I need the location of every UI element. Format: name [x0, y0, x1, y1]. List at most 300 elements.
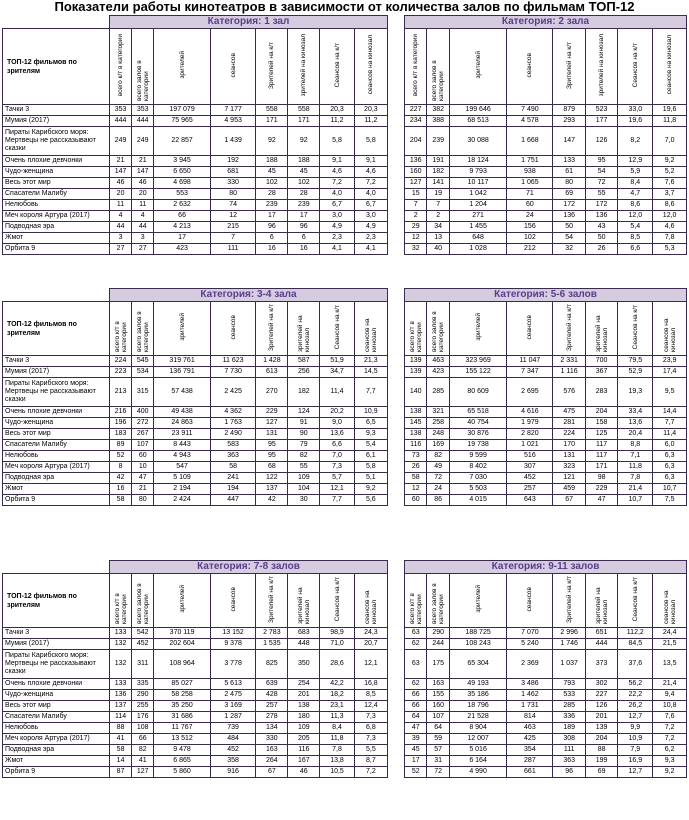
table-cell: 27	[132, 244, 154, 255]
film-title-cell: Пираты Карибского моря: Мертвецы не рассказывают сказки	[3, 650, 110, 679]
table-cell: 134	[256, 723, 288, 734]
table-cell: 171	[288, 116, 320, 127]
table-cell: 7,0	[653, 127, 687, 156]
table-cell: 2,3	[320, 233, 354, 244]
table-row	[405, 745, 687, 756]
table-cell: 24,4	[653, 628, 687, 639]
table-cell: 147	[553, 127, 585, 156]
table-cell: 558	[288, 105, 320, 116]
table-cell: 6,6	[618, 244, 653, 255]
table-row	[405, 156, 687, 167]
table-cell: 40	[427, 244, 449, 255]
table-row	[3, 167, 388, 178]
table-cell: 5,8	[354, 127, 387, 156]
table-cell: 11,8	[653, 116, 687, 127]
table-cell: 5 860	[154, 767, 211, 778]
table-cell: 13,8	[320, 756, 354, 767]
table-cell: 18 124	[449, 156, 506, 167]
table-cell: 7,0	[320, 451, 354, 462]
table-cell: 7,7	[354, 378, 387, 407]
table-cell: 16,8	[354, 679, 387, 690]
table-row	[3, 356, 388, 367]
table-cell: 92	[288, 127, 320, 156]
table-cell: 6,3	[653, 451, 687, 462]
table-row	[405, 178, 687, 189]
table-cell: 4 362	[210, 407, 256, 418]
table-cell: 4 698	[154, 178, 211, 189]
column-header	[653, 29, 687, 105]
table-cell: 5,4	[354, 440, 387, 451]
table-cell: 2 783	[256, 628, 288, 639]
table-cell: 11,8	[618, 462, 653, 473]
table-cell: 2	[427, 211, 449, 222]
table-cell: 21	[132, 156, 154, 167]
table-cell: 5,9	[618, 167, 653, 178]
table-cell: 16,9	[618, 756, 653, 767]
table-row	[3, 233, 388, 244]
table-cell: 7 730	[210, 367, 256, 378]
table-cell: 68	[256, 462, 288, 473]
table-cell: 290	[427, 628, 449, 639]
table-cell: 37,6	[618, 650, 653, 679]
table-cell: 576	[553, 378, 585, 407]
film-title-cell: Нелюбовь	[3, 451, 110, 462]
table-cell: 109	[288, 723, 320, 734]
column-header-label: всего залов в категории	[135, 311, 150, 352]
column-header	[618, 574, 653, 628]
table-cell: 216	[110, 407, 132, 418]
table-row	[405, 650, 687, 679]
category-table-block	[2, 288, 387, 506]
table-cell: 21,5	[653, 639, 687, 650]
column-header	[354, 302, 387, 356]
table-cell: 281	[553, 418, 585, 429]
column-header-label: зрителей	[474, 51, 482, 79]
table-cell: 17,4	[653, 367, 687, 378]
table-cell: 147	[110, 167, 132, 178]
column-header-label: всего залов в категории	[431, 311, 446, 352]
film-title-cell: Очень плохие девчонки	[3, 407, 110, 418]
table-cell: 45	[256, 167, 288, 178]
film-title-cell: Тачки 3	[3, 628, 110, 639]
table-cell: 224	[110, 356, 132, 367]
table-cell: 8 443	[154, 440, 211, 451]
table-row	[405, 484, 687, 495]
table-cell: 58 258	[154, 690, 211, 701]
table-cell: 254	[288, 679, 320, 690]
table-cell: 112,2	[618, 628, 653, 639]
film-title-cell: Весь этот мир	[3, 178, 110, 189]
column-header	[210, 29, 256, 105]
table-row	[3, 211, 388, 222]
table-cell: 10,9	[354, 407, 387, 418]
film-title-cell: Мумия (2017)	[3, 639, 110, 650]
table-cell: 80	[553, 178, 585, 189]
column-header-label: Зрителей на к/т	[565, 575, 573, 623]
table-cell: 8 904	[449, 723, 506, 734]
table-cell: 370 119	[154, 628, 211, 639]
table-cell: 72	[427, 767, 449, 778]
table-cell: 5 016	[449, 745, 506, 756]
table-cell: 46	[288, 767, 320, 778]
table-cell: 59	[427, 734, 449, 745]
category-title: Категория: 3-4 зала	[110, 289, 388, 302]
category-table-block	[2, 15, 387, 255]
column-header	[110, 29, 132, 105]
table-cell: 2 194	[154, 484, 211, 495]
table-cell: 444	[585, 639, 617, 650]
table-cell: 7	[210, 233, 256, 244]
column-header-label: сеансов на кинозал	[367, 35, 375, 95]
table-cell: 24	[427, 484, 449, 495]
table-cell: 33,4	[618, 407, 653, 418]
table-cell: 117	[585, 451, 617, 462]
column-header	[553, 574, 585, 628]
column-header	[154, 302, 211, 356]
film-title-cell: Меч короля Артура (2017)	[3, 211, 110, 222]
table-cell: 107	[427, 712, 449, 723]
category-title: Категория: 9-11 залов	[405, 561, 687, 574]
table-cell: 22,2	[618, 690, 653, 701]
column-header-label: зрителей на кинозал	[296, 315, 311, 352]
category-title: Категория: 7-8 залов	[110, 561, 388, 574]
table-cell: 124	[288, 407, 320, 418]
column-header-label: зрителей на кинозал	[296, 587, 311, 624]
table-cell: 136	[405, 156, 427, 167]
column-header-label: зрителей на кинозал	[300, 33, 308, 97]
table-cell: 215	[210, 222, 256, 233]
table-cell: 255	[132, 701, 154, 712]
table-cell: 3,0	[320, 211, 354, 222]
category-table-block	[404, 15, 686, 255]
table-cell: 133	[553, 156, 585, 167]
table-cell: 46	[110, 178, 132, 189]
table-cell: 116	[405, 440, 427, 451]
table-row	[405, 712, 687, 723]
table-cell: 204	[585, 407, 617, 418]
table-cell: 1 455	[449, 222, 506, 233]
table-cell: 6,7	[354, 200, 387, 211]
table-cell: 72	[585, 178, 617, 189]
table-cell: 139	[405, 367, 427, 378]
film-title-cell: Жмот	[3, 484, 110, 495]
table-cell: 452	[210, 745, 256, 756]
table-cell: 271	[449, 211, 506, 222]
table-cell: 10,5	[320, 767, 354, 778]
table-row	[405, 244, 687, 255]
table-cell: 11,4	[653, 429, 687, 440]
table-cell: 191	[427, 156, 449, 167]
table-cell: 19,6	[618, 116, 653, 127]
table-cell: 13,5	[653, 650, 687, 679]
table-cell: 40 754	[449, 418, 506, 429]
table-cell: 60	[132, 451, 154, 462]
table-cell: 6,2	[653, 745, 687, 756]
table-cell: 9,0	[320, 418, 354, 429]
table-cell: 85 027	[154, 679, 211, 690]
table-cell: 10,9	[618, 734, 653, 745]
table-cell: 3 778	[210, 650, 256, 679]
table-cell: 8,8	[618, 440, 653, 451]
table-cell: 84,5	[618, 639, 653, 650]
table-cell: 1 668	[507, 127, 553, 156]
column-header	[110, 302, 132, 356]
table-cell: 108 243	[449, 639, 506, 650]
table-cell: 136	[585, 211, 617, 222]
table-row	[405, 378, 687, 407]
table-cell: 315	[132, 378, 154, 407]
table-cell: 52	[405, 767, 427, 778]
table-cell: 9,9	[618, 723, 653, 734]
column-header-label: Сеансов на к/т	[631, 576, 639, 622]
column-header-row	[405, 29, 687, 105]
table-cell: 264	[256, 756, 288, 767]
table-cell: 9,3	[653, 756, 687, 767]
table-cell: 68 513	[449, 116, 506, 127]
table-cell: 17	[288, 211, 320, 222]
table-cell: 44	[132, 222, 154, 233]
table-row	[405, 200, 687, 211]
table-row	[3, 222, 388, 233]
table-cell: 11 767	[154, 723, 211, 734]
table-cell: 373	[585, 650, 617, 679]
table-cell: 285	[553, 701, 585, 712]
table-cell: 5,5	[354, 745, 387, 756]
table-cell: 7,8	[320, 745, 354, 756]
table-cell: 5,2	[653, 167, 687, 178]
table-row	[405, 495, 687, 506]
table-cell: 358	[210, 756, 256, 767]
table-cell: 10,7	[653, 484, 687, 495]
column-header-label: Сеансов на к/т	[631, 304, 639, 350]
table-row	[405, 628, 687, 639]
table-cell: 66	[132, 734, 154, 745]
table-cell: 20	[110, 189, 132, 200]
category-blank-cell	[3, 289, 110, 302]
table-cell: 308	[553, 734, 585, 745]
table-cell: 452	[132, 639, 154, 650]
table-cell: 6,0	[653, 440, 687, 451]
table-cell: 11,2	[320, 116, 354, 127]
film-title-cell: Чудо-женщина	[3, 690, 110, 701]
column-header-label: сеансов	[526, 314, 534, 340]
table-cell: 293	[553, 116, 585, 127]
table-row	[3, 484, 388, 495]
table-cell: 54	[585, 167, 617, 178]
table-row	[3, 440, 388, 451]
column-header-label: сеансов	[526, 52, 534, 78]
table-cell: 66	[154, 211, 211, 222]
table-cell: 57 438	[154, 378, 211, 407]
table-cell: 42	[256, 495, 288, 506]
table-cell: 1 763	[210, 418, 256, 429]
column-header	[405, 29, 427, 105]
column-header	[618, 29, 653, 105]
table-cell: 5,8	[320, 127, 354, 156]
table-cell: 46	[132, 178, 154, 189]
category-table	[2, 560, 388, 778]
category-table	[404, 288, 687, 506]
table-cell: 136 791	[154, 367, 211, 378]
table-cell: 9 478	[154, 745, 211, 756]
table-cell: 42	[110, 473, 132, 484]
film-title-cell: Нелюбовь	[3, 723, 110, 734]
column-header-label: сеансов на кинозал	[363, 318, 378, 352]
table-cell: 107	[132, 440, 154, 451]
table-cell: 643	[507, 495, 553, 506]
column-header	[449, 302, 506, 356]
table-cell: 1 116	[553, 367, 585, 378]
column-header	[320, 574, 354, 628]
table-cell: 82	[288, 451, 320, 462]
table-row	[3, 745, 388, 756]
table-cell: 8,6	[653, 200, 687, 211]
category-header-row	[405, 289, 687, 302]
table-cell: 64	[405, 712, 427, 723]
table-cell: 545	[132, 356, 154, 367]
table-cell: 7,1	[618, 451, 653, 462]
table-cell: 879	[553, 105, 585, 116]
column-header-label: сеансов на кинозал	[363, 590, 378, 624]
column-header	[427, 302, 449, 356]
table-cell: 52	[110, 451, 132, 462]
column-header-row	[405, 302, 687, 356]
table-row	[405, 211, 687, 222]
column-header-label: сеансов	[229, 314, 237, 340]
table-cell: 58	[110, 745, 132, 756]
table-cell: 188	[288, 156, 320, 167]
table-cell: 363	[210, 451, 256, 462]
table-cell: 23,9	[653, 356, 687, 367]
table-cell: 4	[132, 211, 154, 222]
table-cell: 2 475	[210, 690, 256, 701]
table-cell: 1 428	[256, 356, 288, 367]
table-cell: 3 169	[210, 701, 256, 712]
table-cell: 21	[110, 156, 132, 167]
table-cell: 17	[256, 211, 288, 222]
table-cell: 133	[110, 679, 132, 690]
film-title-cell: Мумия (2017)	[3, 367, 110, 378]
table-cell: 95	[256, 440, 288, 451]
table-cell: 7,6	[653, 178, 687, 189]
table-cell: 131	[553, 451, 585, 462]
table-cell: 523	[585, 105, 617, 116]
column-header-label: зрителей	[474, 313, 482, 341]
table-cell: 270	[256, 378, 288, 407]
category-header-row	[3, 289, 388, 302]
table-cell: 613	[256, 367, 288, 378]
table-cell: 42,2	[320, 679, 354, 690]
table-cell: 6,7	[320, 200, 354, 211]
table-cell: 7,2	[320, 178, 354, 189]
column-header	[288, 302, 320, 356]
table-cell: 163	[427, 679, 449, 690]
table-cell: 302	[585, 679, 617, 690]
table-cell: 258	[427, 418, 449, 429]
table-cell: 423	[427, 367, 449, 378]
column-header	[354, 29, 387, 105]
table-row	[3, 495, 388, 506]
table-cell: 95	[256, 451, 288, 462]
column-header-row	[405, 574, 687, 628]
table-row	[3, 756, 388, 767]
table-row	[3, 650, 388, 679]
table-cell: 9,2	[354, 484, 387, 495]
table-cell: 516	[507, 451, 553, 462]
table-cell: 69	[585, 767, 617, 778]
table-cell: 2 424	[154, 495, 211, 506]
table-cell: 137	[110, 701, 132, 712]
table-cell: 89	[110, 440, 132, 451]
table-cell: 199	[585, 756, 617, 767]
table-cell: 188 725	[449, 628, 506, 639]
table-cell: 290	[132, 690, 154, 701]
table-cell: 249	[110, 127, 132, 156]
table-cell: 24,3	[354, 628, 387, 639]
table-cell: 459	[553, 484, 585, 495]
table-cell: 34	[427, 222, 449, 233]
table-cell: 204	[585, 734, 617, 745]
table-row	[405, 440, 687, 451]
column-header	[427, 574, 449, 628]
table-cell: 21,4	[653, 679, 687, 690]
table-cell: 12,7	[618, 767, 653, 778]
table-cell: 27	[110, 244, 132, 255]
table-cell: 175	[427, 650, 449, 679]
column-header	[618, 302, 653, 356]
category-blank-cell	[3, 561, 110, 574]
table-cell: 7,9	[618, 745, 653, 756]
column-header	[256, 302, 288, 356]
film-title-cell: Жмот	[3, 233, 110, 244]
column-header-label: Зрителей на к/т	[268, 41, 276, 89]
table-cell: 382	[427, 105, 449, 116]
table-cell: 5,7	[320, 473, 354, 484]
table-cell: 7,5	[653, 495, 687, 506]
table-cell: 109	[288, 473, 320, 484]
table-cell: 4,0	[320, 189, 354, 200]
table-cell: 32	[405, 244, 427, 255]
table-cell: 194	[210, 484, 256, 495]
table-cell: 7,3	[354, 734, 387, 745]
column-header-label: зрителей	[474, 585, 482, 613]
table-cell: 13 512	[154, 734, 211, 745]
column-header	[256, 574, 288, 628]
table-cell: 4,9	[354, 222, 387, 233]
table-cell: 1 037	[553, 650, 585, 679]
film-title-cell: Чудо-женщина	[3, 167, 110, 178]
column-header-label: всего к/т в категории	[117, 33, 125, 97]
table-cell: 2 425	[210, 378, 256, 407]
table-cell: 102	[507, 233, 553, 244]
table-cell: 335	[132, 679, 154, 690]
column-header	[507, 574, 553, 628]
table-cell: 463	[507, 723, 553, 734]
table-cell: 285	[427, 378, 449, 407]
table-cell: 248	[427, 429, 449, 440]
table-cell: 16	[110, 484, 132, 495]
table-cell: 197 079	[154, 105, 211, 116]
table-cell: 1 979	[507, 418, 553, 429]
table-cell: 1 204	[449, 200, 506, 211]
table-cell: 102	[288, 178, 320, 189]
table-cell: 683	[288, 628, 320, 639]
table-row	[3, 156, 388, 167]
table-cell: 6	[288, 233, 320, 244]
table-cell: 24 863	[154, 418, 211, 429]
table-row	[405, 767, 687, 778]
film-title-cell: Спасатели Малибу	[3, 712, 110, 723]
